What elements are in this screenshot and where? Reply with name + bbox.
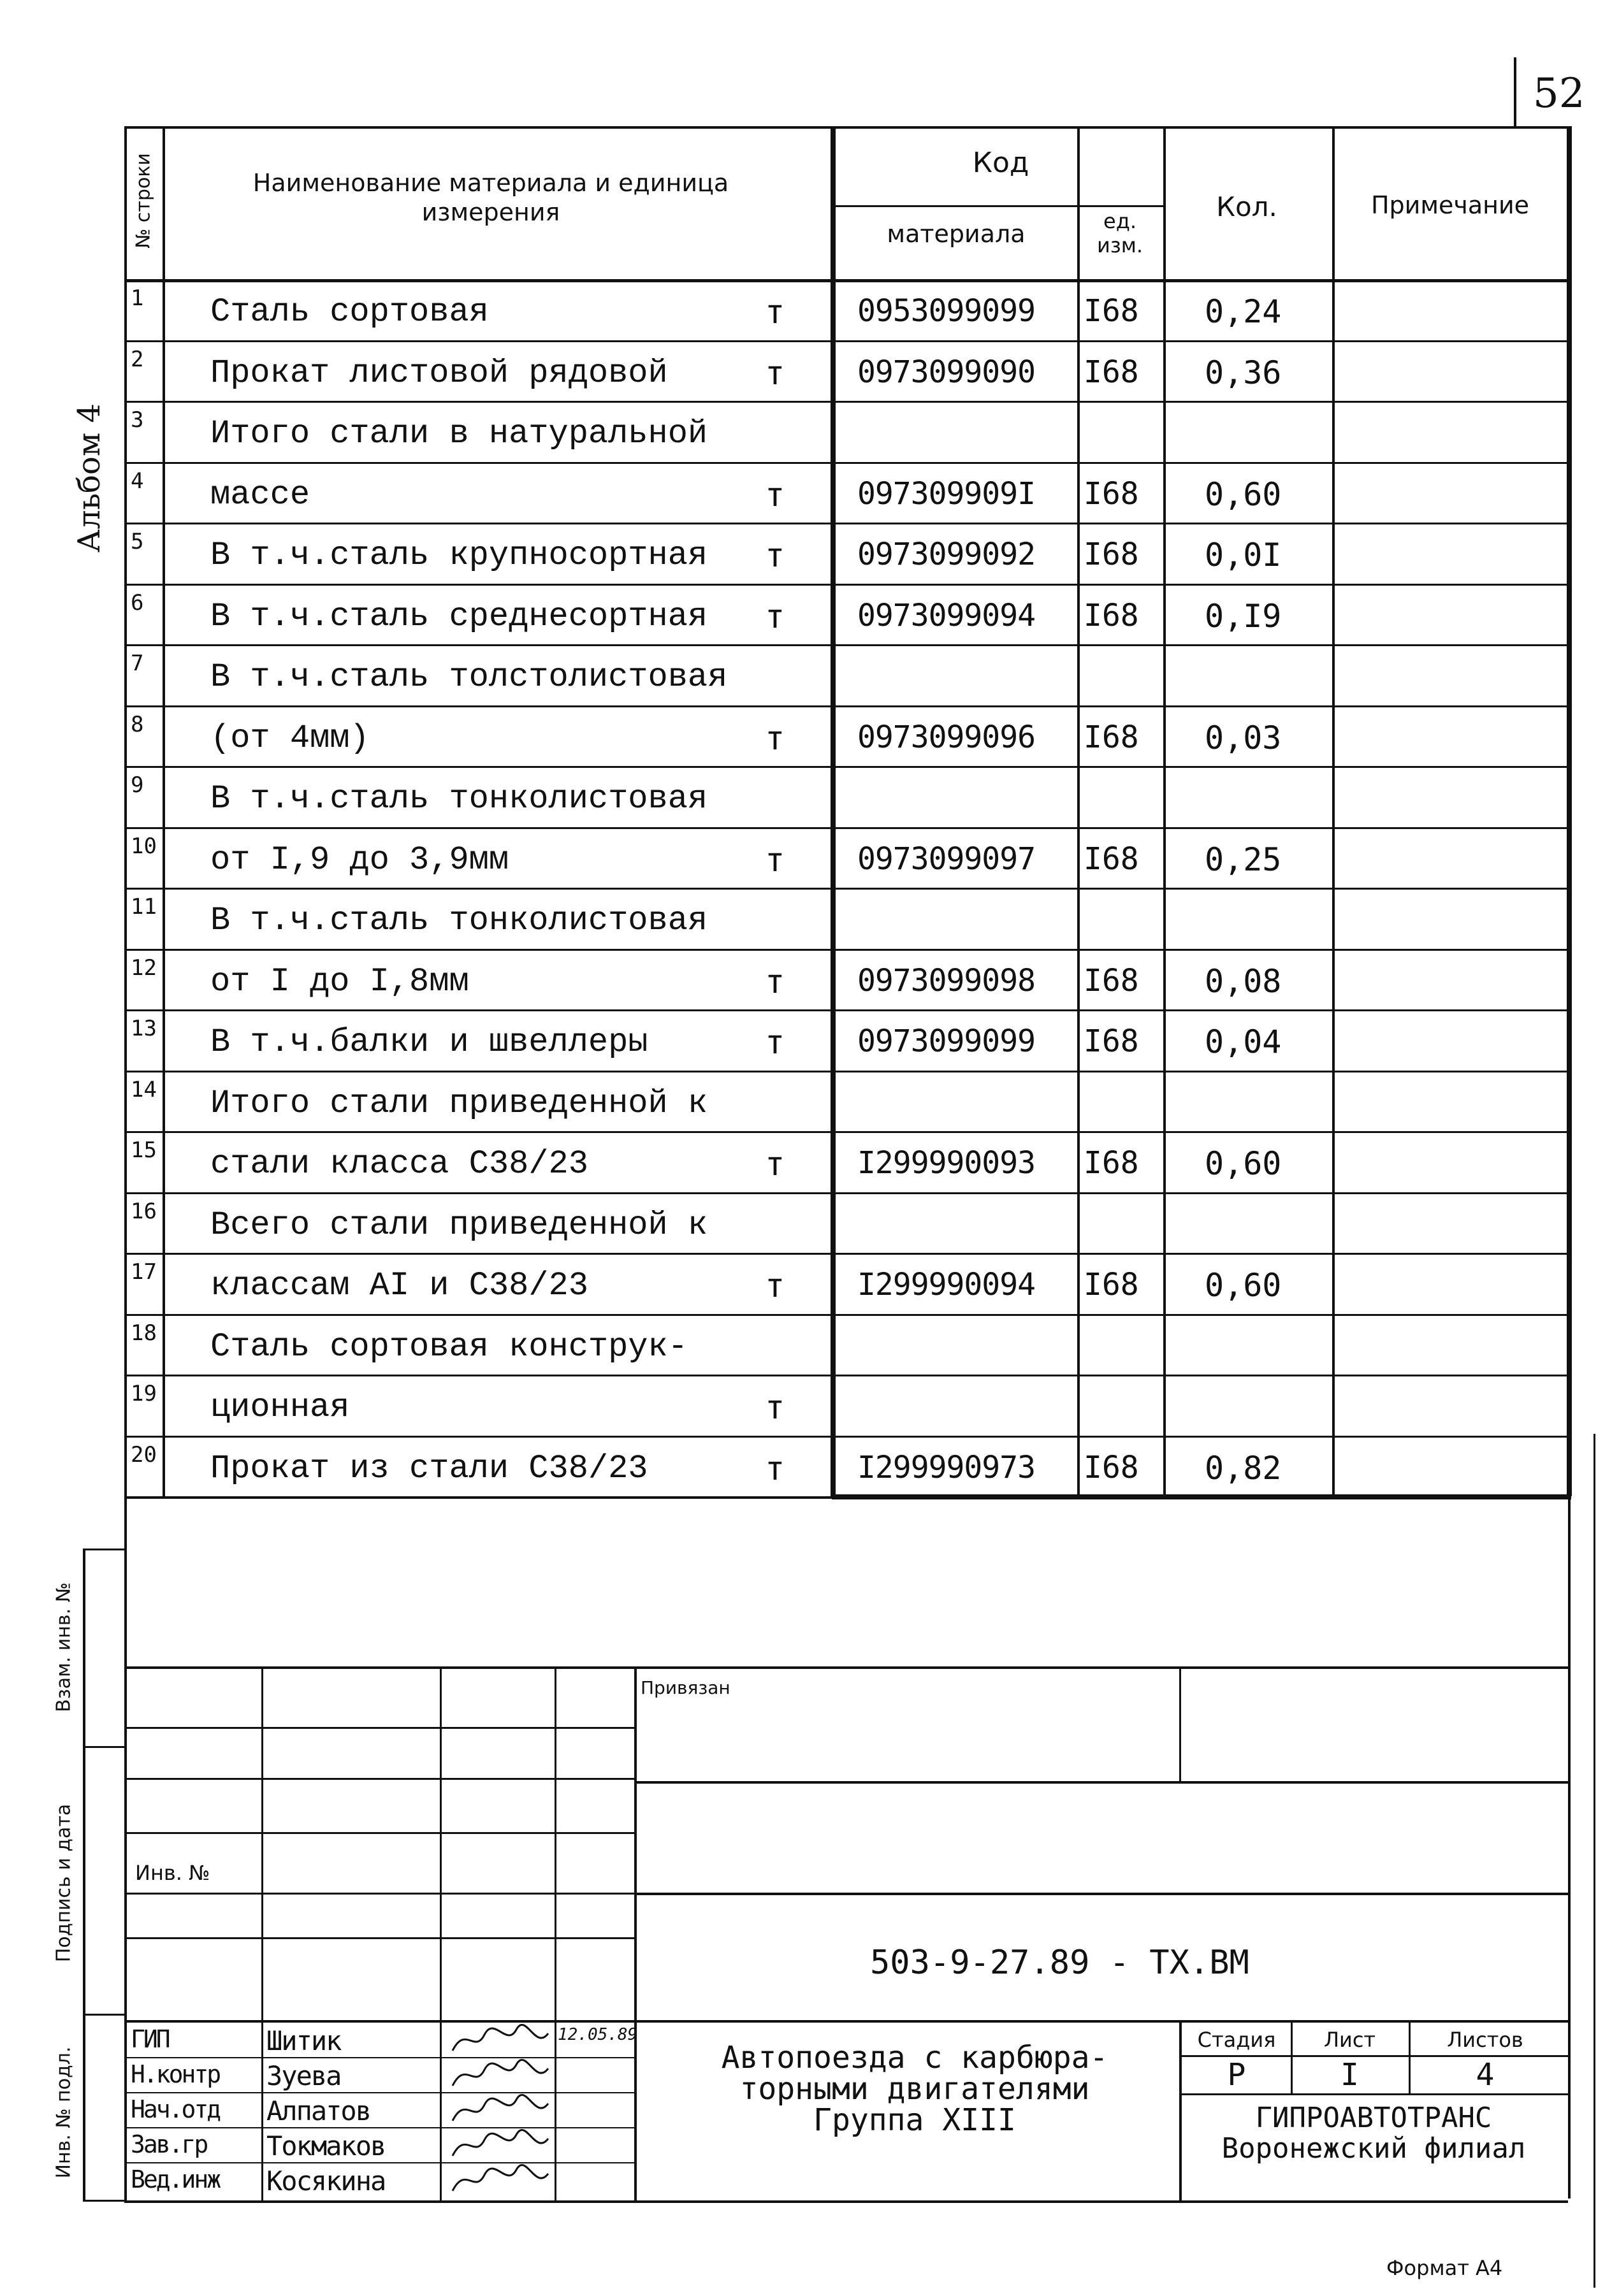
table-row-line bbox=[124, 401, 1568, 403]
row-n: 14 bbox=[131, 1076, 157, 1102]
row-n: 6 bbox=[131, 589, 144, 616]
row-u: т bbox=[765, 597, 785, 636]
row-n: 7 bbox=[131, 651, 144, 676]
sheet-value: I bbox=[1340, 2057, 1359, 2093]
signature-name: Шитик bbox=[266, 2025, 341, 2056]
row-n: 15 bbox=[131, 1137, 157, 1163]
row-name: ционная bbox=[210, 1389, 350, 1426]
row-code: I299990094 bbox=[857, 1267, 1035, 1303]
row-n: 12 bbox=[131, 955, 157, 981]
project-title-line: торными двигателями bbox=[739, 2070, 1090, 2107]
row-code: 0973099099 bbox=[857, 1023, 1035, 1059]
sheet-label: Лист bbox=[1323, 2028, 1376, 2052]
table-row-line bbox=[124, 1253, 1568, 1255]
table-row-line bbox=[124, 888, 1568, 890]
row-u: т bbox=[765, 354, 785, 393]
row-n: 20 bbox=[131, 1441, 157, 1468]
side-label-signature-date: Подпись и дата bbox=[52, 1803, 75, 1963]
organization bbox=[1179, 2103, 1568, 2165]
stamp-line bbox=[124, 2200, 1179, 2203]
row-qty: 0,25 bbox=[1205, 841, 1282, 878]
header-row-no: № строки bbox=[132, 153, 155, 249]
row-code: I299990093 bbox=[857, 1145, 1035, 1181]
handwritten-signature bbox=[446, 2057, 555, 2092]
stamp-right-border bbox=[1568, 1496, 1571, 2199]
row-qty: 0,03 bbox=[1205, 719, 1282, 756]
table-row-line bbox=[124, 705, 1568, 707]
table-column-line bbox=[831, 126, 836, 1496]
organization-line: ГИПРОАВТОТРАНС bbox=[1255, 2102, 1492, 2134]
row-name: Прокат из стали С38/23 bbox=[210, 1449, 648, 1487]
table-column-line bbox=[1163, 126, 1166, 1496]
signature-name: Косякина bbox=[266, 2165, 386, 2197]
stamp-line bbox=[634, 1781, 1568, 1784]
stage-value: Р bbox=[1227, 2057, 1246, 2093]
row-qty: 0,08 bbox=[1205, 962, 1282, 1000]
stamp-line bbox=[124, 1727, 634, 1729]
stamp-col bbox=[634, 1666, 637, 2200]
stamp-line bbox=[124, 1893, 634, 1895]
side-column-divider bbox=[83, 2014, 126, 2016]
row-name: В т.ч.сталь крупносортная bbox=[210, 537, 708, 574]
signature-row-line bbox=[124, 2057, 634, 2058]
side-label-replace-inv: Взам. инв. № bbox=[52, 1582, 75, 1712]
stamp-line bbox=[124, 1666, 1568, 1669]
table-row-line bbox=[124, 523, 1568, 524]
row-unit: I68 bbox=[1084, 354, 1139, 390]
row-name: от I до I,8мм bbox=[210, 962, 469, 1000]
row-name: В т.ч.сталь среднесортная bbox=[210, 597, 708, 635]
header-unit: ед. изм. bbox=[1096, 209, 1143, 258]
signature-row-line bbox=[124, 2162, 634, 2163]
row-qty: 0,60 bbox=[1205, 1145, 1282, 1182]
header-qty: Кол. bbox=[1216, 191, 1277, 222]
signature-name: Зуева bbox=[266, 2060, 341, 2091]
inv-no-label: Инв. № bbox=[135, 1861, 210, 1885]
signature-role: Н.контр bbox=[131, 2060, 220, 2088]
header-note: Примечание bbox=[1370, 191, 1530, 219]
row-u: т bbox=[765, 475, 785, 514]
table-row-line bbox=[124, 1131, 1568, 1133]
row-name: Итого стали приведенной к bbox=[210, 1084, 708, 1122]
stamp-line bbox=[124, 2020, 1568, 2023]
row-unit: I68 bbox=[1084, 1267, 1139, 1303]
row-qty: 0,36 bbox=[1205, 354, 1282, 391]
signature-row-line bbox=[124, 2092, 634, 2093]
header-code: Код bbox=[972, 147, 1029, 179]
stamp-line bbox=[124, 1937, 634, 1939]
signature-date: 12.05.89 bbox=[558, 2025, 638, 2044]
stamp-line bbox=[124, 1778, 634, 1780]
signature-role: Зав.гр bbox=[131, 2130, 207, 2158]
row-u: т bbox=[765, 537, 785, 575]
table-row-line bbox=[124, 1375, 1568, 1376]
row-qty: 0,24 bbox=[1205, 293, 1282, 330]
table-column-line bbox=[163, 126, 165, 1496]
page-right-edge bbox=[1594, 1434, 1595, 2288]
row-unit: I68 bbox=[1084, 719, 1139, 755]
table-row-line bbox=[124, 949, 1568, 951]
row-n: 10 bbox=[131, 833, 157, 859]
table-column-line bbox=[1567, 126, 1572, 1496]
row-unit: I68 bbox=[1084, 1145, 1139, 1181]
row-qty: 0,04 bbox=[1205, 1023, 1282, 1060]
row-u: т bbox=[765, 719, 785, 758]
row-unit: I68 bbox=[1084, 293, 1139, 329]
handwritten-signature bbox=[446, 2162, 555, 2197]
row-u: т bbox=[765, 293, 785, 331]
row-unit: I68 bbox=[1084, 475, 1139, 512]
row-name: классам АI и С38/23 bbox=[210, 1267, 588, 1304]
row-name: В т.ч.сталь тонколистовая bbox=[210, 902, 708, 939]
side-column-divider bbox=[83, 1746, 126, 1748]
row-code: 0973099094 bbox=[857, 597, 1035, 633]
row-unit: I68 bbox=[1084, 962, 1139, 999]
row-name: Сталь сортовая bbox=[210, 293, 489, 331]
row-n: 16 bbox=[131, 1198, 157, 1224]
side-column-top bbox=[83, 1549, 126, 1550]
stamp-line bbox=[1179, 2200, 1568, 2203]
page-number-divider bbox=[1514, 57, 1516, 127]
table-column-line bbox=[1332, 126, 1335, 1496]
stamp-col bbox=[261, 1666, 263, 1893]
signature-row-line bbox=[124, 2127, 634, 2128]
row-n: 1 bbox=[131, 285, 144, 311]
table-column-line bbox=[1077, 126, 1080, 1496]
page-number: 52 bbox=[1533, 70, 1585, 117]
table-header-divider bbox=[124, 279, 1568, 282]
stamp-left-border bbox=[124, 1496, 127, 2200]
row-name: стали класса С38/23 bbox=[210, 1145, 588, 1183]
side-label-inv-original: Инв. № подл. bbox=[52, 2046, 75, 2179]
project-title-line: Группа XIII bbox=[813, 2102, 1016, 2138]
project-title bbox=[650, 2042, 1179, 2136]
row-code: 097309909I bbox=[857, 475, 1035, 512]
row-name: В т.ч.сталь толстолистовая bbox=[210, 658, 728, 696]
table-row-line bbox=[124, 1071, 1568, 1072]
signature-name: Токмаков bbox=[266, 2130, 386, 2162]
table-border-top bbox=[124, 126, 1568, 129]
stage-label: Стадия bbox=[1197, 2028, 1276, 2052]
handwritten-signature bbox=[446, 2127, 555, 2162]
row-n: 11 bbox=[131, 894, 157, 920]
table-row-line bbox=[124, 1436, 1568, 1438]
row-unit: I68 bbox=[1084, 537, 1139, 572]
table-row-line bbox=[124, 1192, 1568, 1194]
stamp-line bbox=[124, 1832, 634, 1834]
signature-name: Алпатов bbox=[266, 2095, 371, 2126]
format-label: Формат А4 bbox=[1386, 2256, 1503, 2280]
organization-line: Воронежский филиал bbox=[1221, 2132, 1526, 2165]
sheets-label: Листов bbox=[1447, 2028, 1523, 2052]
signature-role: Нач.отд bbox=[131, 2095, 220, 2123]
side-column-bottom bbox=[83, 2200, 126, 2202]
table-row-line bbox=[124, 584, 1568, 586]
row-name: Прокат листовой рядовой bbox=[210, 354, 668, 392]
table-row-line bbox=[124, 827, 1568, 829]
row-u: т bbox=[765, 1449, 785, 1488]
row-u: т bbox=[765, 1145, 785, 1183]
stamp-col bbox=[1179, 1666, 1181, 1781]
table-column-line bbox=[124, 126, 127, 1496]
row-u: т bbox=[765, 1389, 785, 1427]
sheets-value: 4 bbox=[1476, 2057, 1495, 2093]
table-row-line bbox=[124, 340, 1568, 342]
row-n: 18 bbox=[131, 1320, 157, 1346]
row-n: 8 bbox=[131, 711, 144, 737]
row-n: 19 bbox=[131, 1381, 157, 1406]
row-n: 13 bbox=[131, 1016, 157, 1041]
stamp-col bbox=[261, 1893, 263, 2200]
table-row-line bbox=[124, 766, 1568, 768]
row-u: т bbox=[765, 841, 785, 879]
row-n: 5 bbox=[131, 529, 144, 554]
stamp-line bbox=[1179, 2093, 1568, 2095]
row-code: I299990973 bbox=[857, 1449, 1035, 1485]
table-row-line bbox=[124, 1314, 1568, 1316]
row-unit: I68 bbox=[1084, 841, 1139, 877]
row-code: 0973099098 bbox=[857, 962, 1035, 999]
header-material: материала bbox=[887, 220, 1026, 248]
row-unit: I68 bbox=[1084, 1023, 1139, 1059]
row-u: т bbox=[765, 1267, 785, 1305]
stamp-col bbox=[555, 1666, 556, 2200]
handwritten-signature bbox=[446, 2022, 555, 2057]
album-label: Альбом 4 bbox=[71, 403, 107, 552]
row-n: 4 bbox=[131, 468, 144, 494]
row-qty: 0,I9 bbox=[1205, 597, 1282, 635]
row-u: т bbox=[765, 962, 785, 1001]
stamp-col bbox=[440, 1666, 442, 2200]
row-n: 2 bbox=[131, 346, 144, 372]
row-u: т bbox=[765, 1023, 785, 1062]
row-code: 0973099092 bbox=[857, 537, 1035, 572]
row-code: 0973099097 bbox=[857, 841, 1035, 877]
row-n: 3 bbox=[131, 407, 144, 433]
linked-label: Привязан bbox=[641, 1677, 730, 1698]
row-qty: 0,0I bbox=[1205, 537, 1282, 574]
table-border-bottom bbox=[124, 1496, 1568, 1499]
row-qty: 0,82 bbox=[1205, 1449, 1282, 1487]
header-code-divider bbox=[832, 205, 1163, 207]
table-row-line bbox=[124, 1009, 1568, 1011]
row-code: 0973099090 bbox=[857, 354, 1035, 390]
row-unit: I68 bbox=[1084, 1449, 1139, 1485]
row-name: от I,9 до 3,9мм bbox=[210, 841, 509, 879]
stamp-line bbox=[634, 1893, 1568, 1895]
handwritten-signature bbox=[446, 2092, 555, 2127]
row-code: 0953099099 bbox=[857, 293, 1035, 329]
header-name: Наименование материала и единица измерения bbox=[252, 169, 729, 226]
signature-role: Вед.инж bbox=[131, 2165, 220, 2193]
row-qty: 0,60 bbox=[1205, 1267, 1282, 1304]
document-code: 503-9-27.89 - ТХ.ВМ bbox=[870, 1944, 1249, 1982]
row-unit: I68 bbox=[1084, 597, 1139, 633]
table-row-line bbox=[124, 644, 1568, 646]
row-name: (от 4мм) bbox=[210, 719, 370, 757]
project-title-line: Автопоезда с карбюра- bbox=[721, 2040, 1108, 2076]
table-row-line bbox=[124, 462, 1568, 464]
signature-role: ГИП bbox=[131, 2025, 169, 2053]
row-name: массе bbox=[210, 475, 310, 514]
row-name: В т.ч.сталь тонколистовая bbox=[210, 780, 708, 818]
row-name: Сталь сортовая конструк- bbox=[210, 1327, 688, 1366]
row-qty: 0,60 bbox=[1205, 475, 1282, 513]
row-name: Итого стали в натуральной bbox=[210, 415, 708, 452]
row-name: Всего стали приведенной к bbox=[210, 1206, 708, 1244]
row-code: 0973099096 bbox=[857, 719, 1035, 755]
row-name: В т.ч.балки и швеллеры bbox=[210, 1023, 648, 1061]
row-n: 17 bbox=[131, 1259, 157, 1285]
row-n: 9 bbox=[131, 772, 144, 798]
